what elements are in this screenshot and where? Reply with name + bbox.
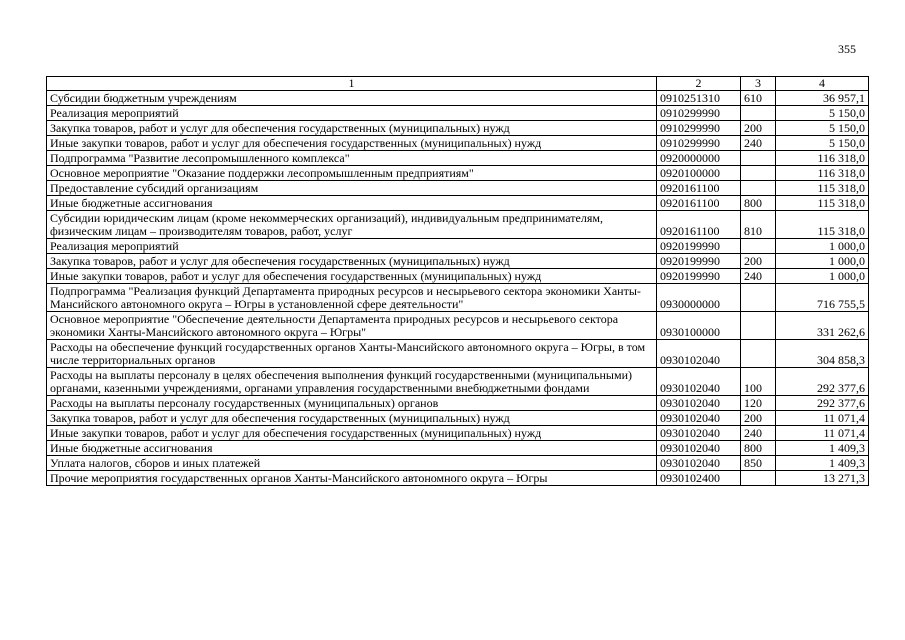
- row-sum: 5 150,0: [776, 106, 869, 121]
- row-code: 0920161100: [657, 181, 741, 196]
- row-sum: 5 150,0: [776, 136, 869, 151]
- row-sum: 1 409,3: [776, 456, 869, 471]
- table-row: [47, 396, 869, 411]
- row-expense-type: 810: [741, 211, 776, 239]
- row-expense-type: 200: [741, 411, 776, 426]
- row-sum: 292 377,6: [776, 368, 869, 396]
- row-code: 0930102040: [657, 411, 741, 426]
- row-sum: 304 858,3: [776, 340, 869, 368]
- table-row: [47, 151, 869, 166]
- row-code: 0920199990: [657, 269, 741, 284]
- row-sum: 292 377,6: [776, 396, 869, 411]
- row-code: 0920100000: [657, 166, 741, 181]
- row-expense-type: [741, 151, 776, 166]
- row-code: 0920161100: [657, 211, 741, 239]
- table-row: [47, 166, 869, 181]
- row-code: 0910251310: [657, 91, 741, 106]
- row-code: 0930102040: [657, 456, 741, 471]
- row-code: 0910299990: [657, 106, 741, 121]
- column-header-sum: 4: [776, 77, 869, 91]
- row-name: Прочие мероприятия государственных органов Ханты-Мансийского автономного округа – Югры: [47, 471, 657, 486]
- table-row: [47, 196, 869, 211]
- row-expense-type: 610: [741, 91, 776, 106]
- row-name: Реализация мероприятий: [47, 106, 657, 121]
- row-expense-type: 800: [741, 441, 776, 456]
- row-expense-type: 100: [741, 368, 776, 396]
- row-name: Закупка товаров, работ и услуг для обеспечения государственных (муниципальных) нужд: [47, 411, 657, 426]
- column-header-code: 2: [657, 77, 741, 91]
- row-code: 0930102040: [657, 340, 741, 368]
- column-header-name: 1: [47, 77, 657, 91]
- row-code: 0930000000: [657, 284, 741, 312]
- row-name: Расходы на выплаты персоналу в целях обеспечения выполнения функций государственными (муниципальными) органами, казенными учреждениями, органами управления государственными внебюджетными фондами: [47, 368, 657, 396]
- row-expense-type: 120: [741, 396, 776, 411]
- table-row: [47, 411, 869, 426]
- row-expense-type: [741, 312, 776, 340]
- row-code: 0910299990: [657, 121, 741, 136]
- row-name: Реализация мероприятий: [47, 239, 657, 254]
- row-code: 0910299990: [657, 136, 741, 151]
- row-sum: 116 318,0: [776, 151, 869, 166]
- row-name: Закупка товаров, работ и услуг для обеспечения государственных (муниципальных) нужд: [47, 121, 657, 136]
- row-name: Закупка товаров, работ и услуг для обеспечения государственных (муниципальных) нужд: [47, 254, 657, 269]
- row-code: 0930102040: [657, 368, 741, 396]
- table-row: [47, 136, 869, 151]
- table-row: [47, 91, 869, 106]
- table-row: [47, 426, 869, 441]
- table-row: [47, 340, 869, 368]
- row-code: 0930102400: [657, 471, 741, 486]
- row-code: 0930102040: [657, 396, 741, 411]
- row-code: 0930102040: [657, 441, 741, 456]
- row-name: Подпрограмма "Развитие лесопромышленного комплекса": [47, 151, 657, 166]
- row-sum: 1 000,0: [776, 239, 869, 254]
- table-row: [47, 368, 869, 396]
- row-code: 0920199990: [657, 254, 741, 269]
- row-sum: 716 755,5: [776, 284, 869, 312]
- row-code: 0930102040: [657, 426, 741, 441]
- row-name: Уплата налогов, сборов и иных платежей: [47, 456, 657, 471]
- row-expense-type: [741, 106, 776, 121]
- row-code: 0930100000: [657, 312, 741, 340]
- row-expense-type: 240: [741, 269, 776, 284]
- row-expense-type: [741, 181, 776, 196]
- row-sum: 11 071,4: [776, 426, 869, 441]
- row-expense-type: 200: [741, 254, 776, 269]
- budget-table: [46, 76, 869, 486]
- row-sum: 116 318,0: [776, 166, 869, 181]
- table-row: [47, 284, 869, 312]
- row-name: Иные закупки товаров, работ и услуг для обеспечения государственных (муниципальных) нужд: [47, 136, 657, 151]
- row-name: Подпрограмма "Реализация функций Департамента природных ресурсов и несырьевого сектора экономики Ханты-Мансийского автономного округа – Югры в установленной сфере деятельности": [47, 284, 657, 312]
- row-name: Субсидии юридическим лицам (кроме некоммерческих организаций), индивидуальным предпринимателям, физическим лицам – производителям товаров, работ, услуг: [47, 211, 657, 239]
- row-expense-type: [741, 471, 776, 486]
- row-name: Основное мероприятие "Оказание поддержки лесопромышленным предприятиям": [47, 166, 657, 181]
- table-row: [47, 211, 869, 239]
- table-row: [47, 239, 869, 254]
- row-sum: 115 318,0: [776, 196, 869, 211]
- table-row: [47, 312, 869, 340]
- row-code: 0920161100: [657, 196, 741, 211]
- row-expense-type: 200: [741, 121, 776, 136]
- row-name: Расходы на выплаты персоналу государственных (муниципальных) органов: [47, 396, 657, 411]
- row-name: Предоставление субсидий организациям: [47, 181, 657, 196]
- row-sum: 36 957,1: [776, 91, 869, 106]
- row-sum: 1 000,0: [776, 269, 869, 284]
- row-sum: 1 409,3: [776, 441, 869, 456]
- table-row: [47, 269, 869, 284]
- table-row: [47, 441, 869, 456]
- row-expense-type: 240: [741, 426, 776, 441]
- row-sum: 1 000,0: [776, 254, 869, 269]
- row-sum: 115 318,0: [776, 181, 869, 196]
- row-name: Иные бюджетные ассигнования: [47, 196, 657, 211]
- row-expense-type: 240: [741, 136, 776, 151]
- row-expense-type: [741, 239, 776, 254]
- row-sum: 13 271,3: [776, 471, 869, 486]
- row-expense-type: [741, 340, 776, 368]
- row-sum: 115 318,0: [776, 211, 869, 239]
- row-expense-type: [741, 284, 776, 312]
- row-code: 0920199990: [657, 239, 741, 254]
- table-row: [47, 181, 869, 196]
- table-row: [47, 471, 869, 486]
- page-number: 355: [838, 42, 856, 56]
- row-sum: 5 150,0: [776, 121, 869, 136]
- table-row: [47, 456, 869, 471]
- table-row: [47, 106, 869, 121]
- row-name: Иные бюджетные ассигнования: [47, 441, 657, 456]
- row-name: Иные закупки товаров, работ и услуг для обеспечения государственных (муниципальных) нужд: [47, 426, 657, 441]
- column-header-type: 3: [741, 77, 776, 91]
- table-row: [47, 121, 869, 136]
- row-code: 0920000000: [657, 151, 741, 166]
- row-name: Основное мероприятие "Обеспечение деятельности Департамента природных ресурсов и несырьевого сектора экономики Ханты-Мансийского автономного округа – Югры": [47, 312, 657, 340]
- row-expense-type: 850: [741, 456, 776, 471]
- row-name: Расходы на обеспечение функций государственных органов Ханты-Мансийского автономного округа – Югры, в том числе территориальных органов: [47, 340, 657, 368]
- row-expense-type: 800: [741, 196, 776, 211]
- table-row: [47, 254, 869, 269]
- row-name: Субсидии бюджетным учреждениям: [47, 91, 657, 106]
- row-expense-type: [741, 166, 776, 181]
- row-sum: 11 071,4: [776, 411, 869, 426]
- row-sum: 331 262,6: [776, 312, 869, 340]
- row-name: Иные закупки товаров, работ и услуг для обеспечения государственных (муниципальных) нужд: [47, 269, 657, 284]
- table-header-row: [47, 77, 869, 91]
